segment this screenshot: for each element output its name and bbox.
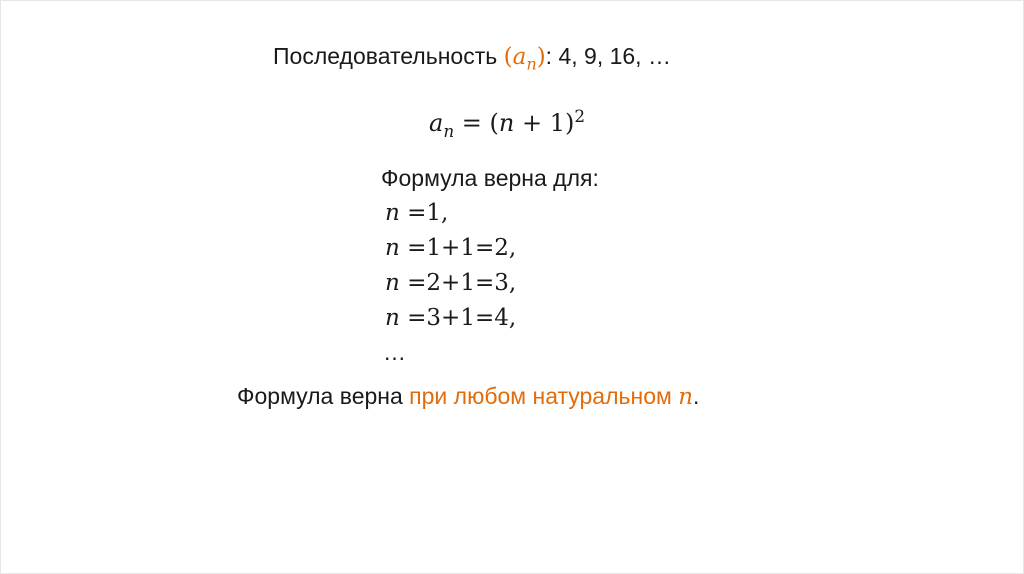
- case-expr: =1+1=2,: [399, 235, 517, 261]
- formula-eq: = (: [454, 109, 499, 138]
- case-expr: =3+1=4,: [399, 305, 517, 331]
- sequence-close-paren: ): [536, 44, 546, 70]
- formula-lhs-sub: n: [443, 121, 455, 142]
- sequence-notation: [503, 43, 546, 74]
- formula-lhs-var: a: [429, 109, 444, 138]
- conclusion: [237, 381, 699, 412]
- formula: [429, 101, 585, 146]
- formula-plus-one: + 1): [514, 109, 575, 138]
- sequence-var: a: [512, 44, 527, 70]
- case-line: [385, 302, 516, 333]
- conclusion-highlight: [409, 383, 693, 409]
- title-prefix: Последовательность: [273, 43, 504, 69]
- case-var: n: [385, 235, 400, 261]
- sequence-open-paren: (: [503, 44, 513, 70]
- check-header: Формула верна для:: [381, 165, 599, 191]
- case-line: [385, 197, 448, 228]
- ellipsis: …: [383, 339, 406, 365]
- sequence-subscript: n: [526, 54, 537, 74]
- case-var: n: [385, 200, 400, 226]
- conclusion-highlight-text: при любом натуральном: [409, 383, 679, 409]
- case-var: n: [385, 305, 400, 331]
- conclusion-suffix: .: [693, 383, 700, 409]
- conclusion-prefix: Формула верна: [237, 383, 410, 409]
- conclusion-var: n: [678, 384, 694, 410]
- case-expr: =2+1=3,: [399, 270, 517, 296]
- case-line: [385, 232, 516, 263]
- formula-n: n: [498, 109, 515, 138]
- case-expr: =1,: [399, 200, 449, 226]
- title-suffix: : 4, 9, 16, …: [545, 43, 671, 69]
- title-line: [273, 41, 671, 80]
- case-var: n: [385, 270, 400, 296]
- case-line: [385, 267, 516, 298]
- formula-exponent: 2: [574, 106, 586, 126]
